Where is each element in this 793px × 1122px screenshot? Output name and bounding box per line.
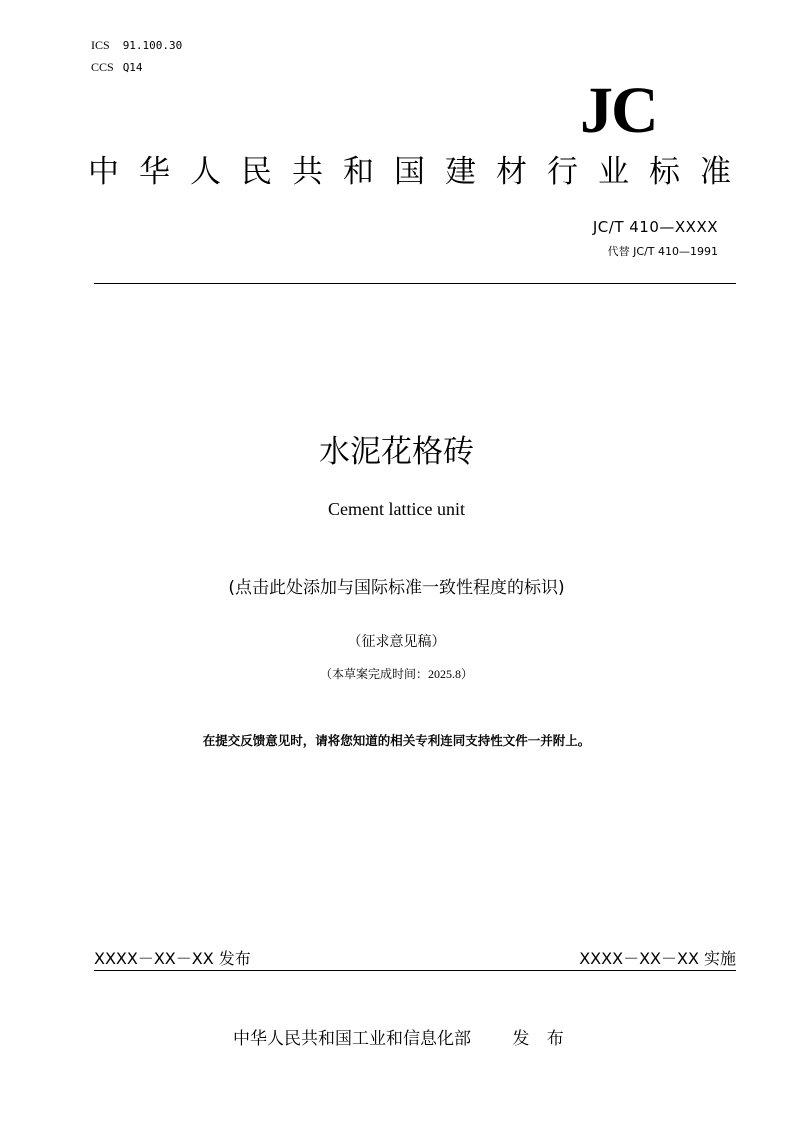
draft-stage: （征求意见稿）	[347, 635, 446, 650]
standard-number: JC/T 410—XXXX	[592, 218, 718, 236]
implement-date: XXXX－XX－XX 实施	[579, 949, 736, 968]
ics-label: ICS	[91, 38, 110, 52]
ccs-value: Q14	[122, 61, 143, 74]
ics-row	[91, 38, 182, 53]
title-en: Cement lattice unit	[328, 499, 465, 519]
ccs-label: CCS	[91, 60, 114, 74]
replaces-standard: 代替 JC/T 410—1991	[607, 245, 718, 258]
footer-divider	[94, 970, 736, 971]
draft-time: （本草案完成时间：2025.8）	[319, 667, 473, 681]
title-cn: 水泥花格砖	[319, 434, 474, 470]
patent-notice: 在提交反馈意见时，请将您知道的相关专利连同支持性文件一并附上。	[202, 733, 591, 748]
issuer-row	[233, 1024, 570, 1049]
issuer-name: 中华人民共和国工业和信息化部	[233, 1029, 471, 1049]
header-divider	[94, 283, 736, 284]
ccs-row	[91, 60, 143, 75]
issue-word: 发 布	[512, 1029, 570, 1049]
publish-date: XXXX－XX－XX 发布	[94, 949, 251, 968]
jc-logo: JC	[580, 74, 657, 147]
ics-value: 91.100.30	[122, 39, 183, 52]
conformity-note[interactable]: (点击此处添加与国际标准一致性程度的标识)	[228, 578, 565, 598]
org-title: 中华人民共和国建材行业标准	[88, 154, 751, 190]
